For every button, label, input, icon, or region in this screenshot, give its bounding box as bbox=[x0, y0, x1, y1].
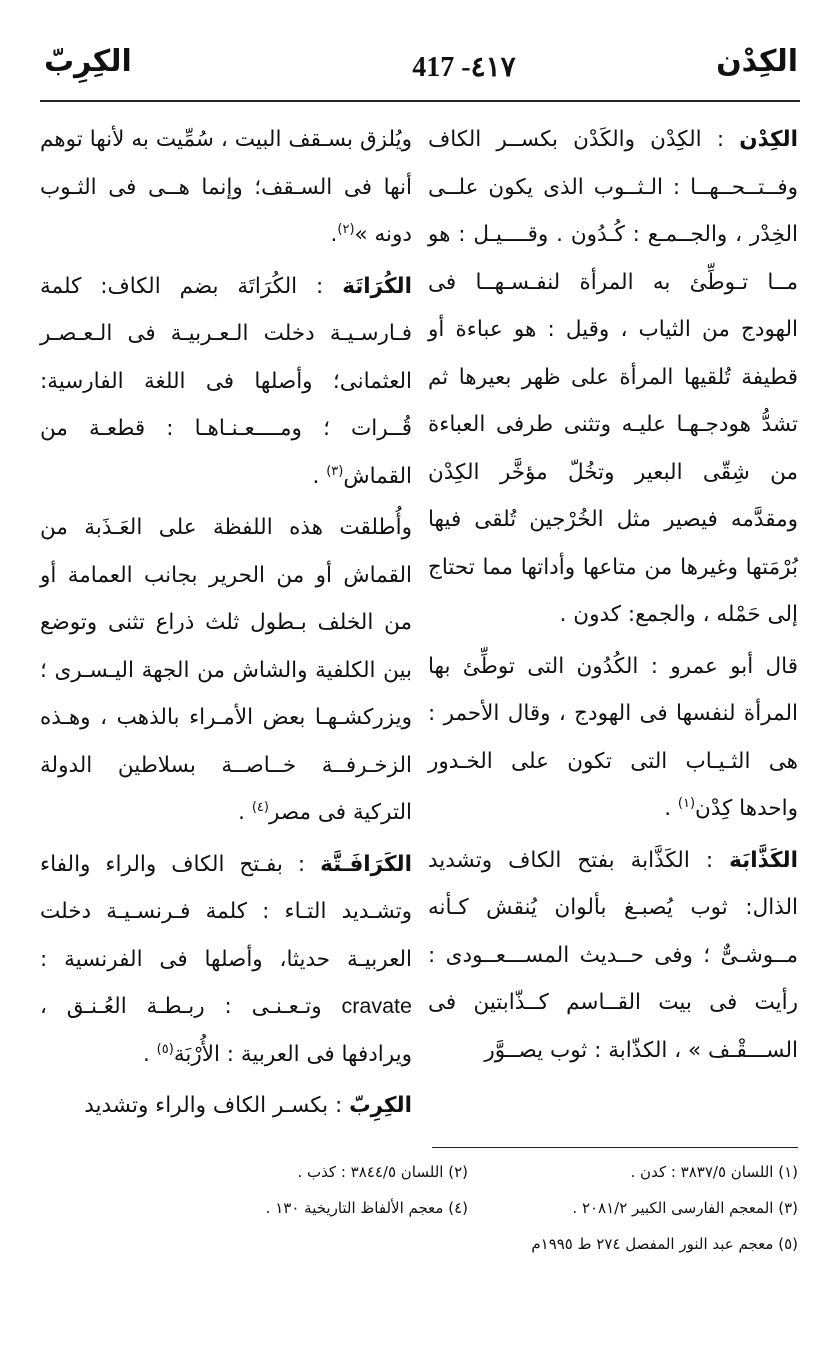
right-column bbox=[428, 116, 798, 1074]
header-divider bbox=[40, 100, 800, 102]
footnote-2: (٢) اللسان ٣٨٤٤/٥ : كذب . bbox=[297, 1163, 468, 1181]
entry-headword: الكَرَافَـتَّة bbox=[320, 851, 412, 877]
entry-text: : الكِدْن والكَدْن بكســر الكاف وفــتــحــهــا : الـثــوب الذى يكون علــى الخِدْر ، والجــمـع : كُـدُون . وقــــيـل : هو مــا تـوطِّئ به المرأة لنفـسـهــا فى الهودج من الثياب ، وقيل : هو عباءة أو قطيفة تُلقيها المرأة على ظهر بعيرها ثم تشدُّ هودجـهـا عليـه وتثنى طرفى العباءة من شِقّى البعير وتخُلّ مؤخَّر الكِدْن ومقدَّمه فيصير مثل الخُرْجين تُلقى فيها بُرْمَتها وغيرها من متاعها وأداتها مما تحتاج إلى حَمْله ، والجمع: كدون . bbox=[428, 127, 798, 627]
paragraph-end: . bbox=[312, 463, 327, 489]
paragraph bbox=[40, 116, 412, 259]
footnote-row bbox=[38, 1226, 798, 1262]
entry-kidn bbox=[428, 116, 798, 639]
entry-text: : بفـتح الكاف والراء والفاء وتشـديد التـاء : كلمة فـرنسـيـة دخلت العربيـة حديثا، وأصلها فى الفرنسية : bbox=[40, 851, 412, 972]
entry-kirib bbox=[40, 1082, 412, 1130]
paragraph-end: . bbox=[143, 1041, 157, 1067]
entry-kurata bbox=[40, 263, 412, 501]
footnote-5: (٥) معجم عبد النور المفصل ٢٧٤ ط ١٩٩٥م bbox=[531, 1235, 798, 1253]
page-number: 417 -٤١٧ bbox=[412, 52, 516, 83]
paragraph-end: . bbox=[664, 796, 678, 821]
footnote-ref: (١) bbox=[677, 795, 696, 811]
entry-karafatta bbox=[40, 841, 412, 1079]
entry-headword: الكِدْن bbox=[739, 127, 798, 152]
paragraph bbox=[40, 504, 412, 837]
entry-text: : الكَذَّابة بفتح الكاف وتشديد الذال: ثوب يُصبـغ بألوان يُنقش كـأنه مــوشـىٌّ ؛ وفى حــديث المســـعــودى : رأيت فى بيت القــاسم كــذّابتين فى الســـقْـف » ، الكذّابة : ثوب يصــوَّر bbox=[428, 847, 798, 1063]
footnote-3: (٣) المعجم الفارسى الكبير ٢٠٨١/٢ . bbox=[572, 1199, 798, 1217]
entry-text: : الكُرَاتَة بضم الكاف: كلمة فـارسـيـة دخلت الـعـربيـة فى الـعـصـر العثمانى؛ وأصلها فى اللغة الفارسية: قُــرات ؛ ومــــعـنـاهـا : قطعـة من القماش bbox=[40, 273, 412, 489]
footnote-ref: (٥) bbox=[156, 1041, 174, 1057]
paragraph-end: . bbox=[238, 800, 252, 825]
footnotes bbox=[38, 1154, 798, 1262]
paragraph-end: . bbox=[330, 222, 338, 247]
entry-text: : بكسـر الكاف والراء وتشديد bbox=[84, 1093, 350, 1118]
left-column bbox=[40, 116, 412, 1130]
header-first-entry: الكِدْن bbox=[716, 44, 798, 79]
entry-headword: الكَذَّابَة bbox=[729, 847, 798, 873]
footnote-divider bbox=[432, 1147, 798, 1148]
footnote-4: (٤) معجم الألفاظ التاريخية ١٣٠ . bbox=[265, 1199, 468, 1217]
footnote-ref: (٣) bbox=[326, 463, 344, 479]
paragraph bbox=[428, 643, 798, 833]
header-last-entry: الكِرِبّ bbox=[44, 44, 132, 79]
entry-text-cont: وتـعـنـى : ربـطـة العُـنـق ، ويرادفها فى العربية : الأُرْبَة bbox=[40, 994, 412, 1067]
footnote-ref: (٢) bbox=[337, 221, 355, 237]
footnote-ref: (٤) bbox=[251, 799, 269, 815]
latin-word: cravate bbox=[341, 994, 412, 1018]
footnote-1: (١) اللسان ٣٨٣٧/٥ : كدن . bbox=[630, 1163, 798, 1181]
entry-headword: الكُرَاتَة bbox=[342, 273, 412, 299]
entry-headword: الكِرِبّ bbox=[349, 1093, 412, 1118]
paragraph-text: قال أبو عمرو : الكُدُون التى توطِّئ بها المرأة لنفسها فى الهودج ، وقال الأحمر : هى الثـيـاب التى تكون على الخـدور واحدها كِدْن bbox=[428, 653, 798, 821]
page-header bbox=[44, 36, 798, 96]
entry-kaddhaba bbox=[428, 837, 798, 1075]
paragraph-text: وأُطلقت هذه اللفظة على العَـذَبة من القماش أو من الحرير بجانب العمامة أو من الخلف بـطول ثلث ذراع تثنى وتوضع بين الكلفية والشاش من الجهة اليـسـرى ؛ ويزركشـهـا بعض الأمـراء بالذهب ، وهـذه الزخـرفــة خــاصــة بسلاطين الدولة التركية فى مصر bbox=[40, 515, 412, 825]
paragraph-text: ويُلزق بسـقف البيت ، سُمِّيت به لأنها توهم أنها فى السـقف؛ وإنما هــى فى الثـوب دونه » bbox=[40, 127, 412, 247]
footnote-row bbox=[38, 1154, 798, 1190]
footnote-row bbox=[38, 1190, 798, 1226]
